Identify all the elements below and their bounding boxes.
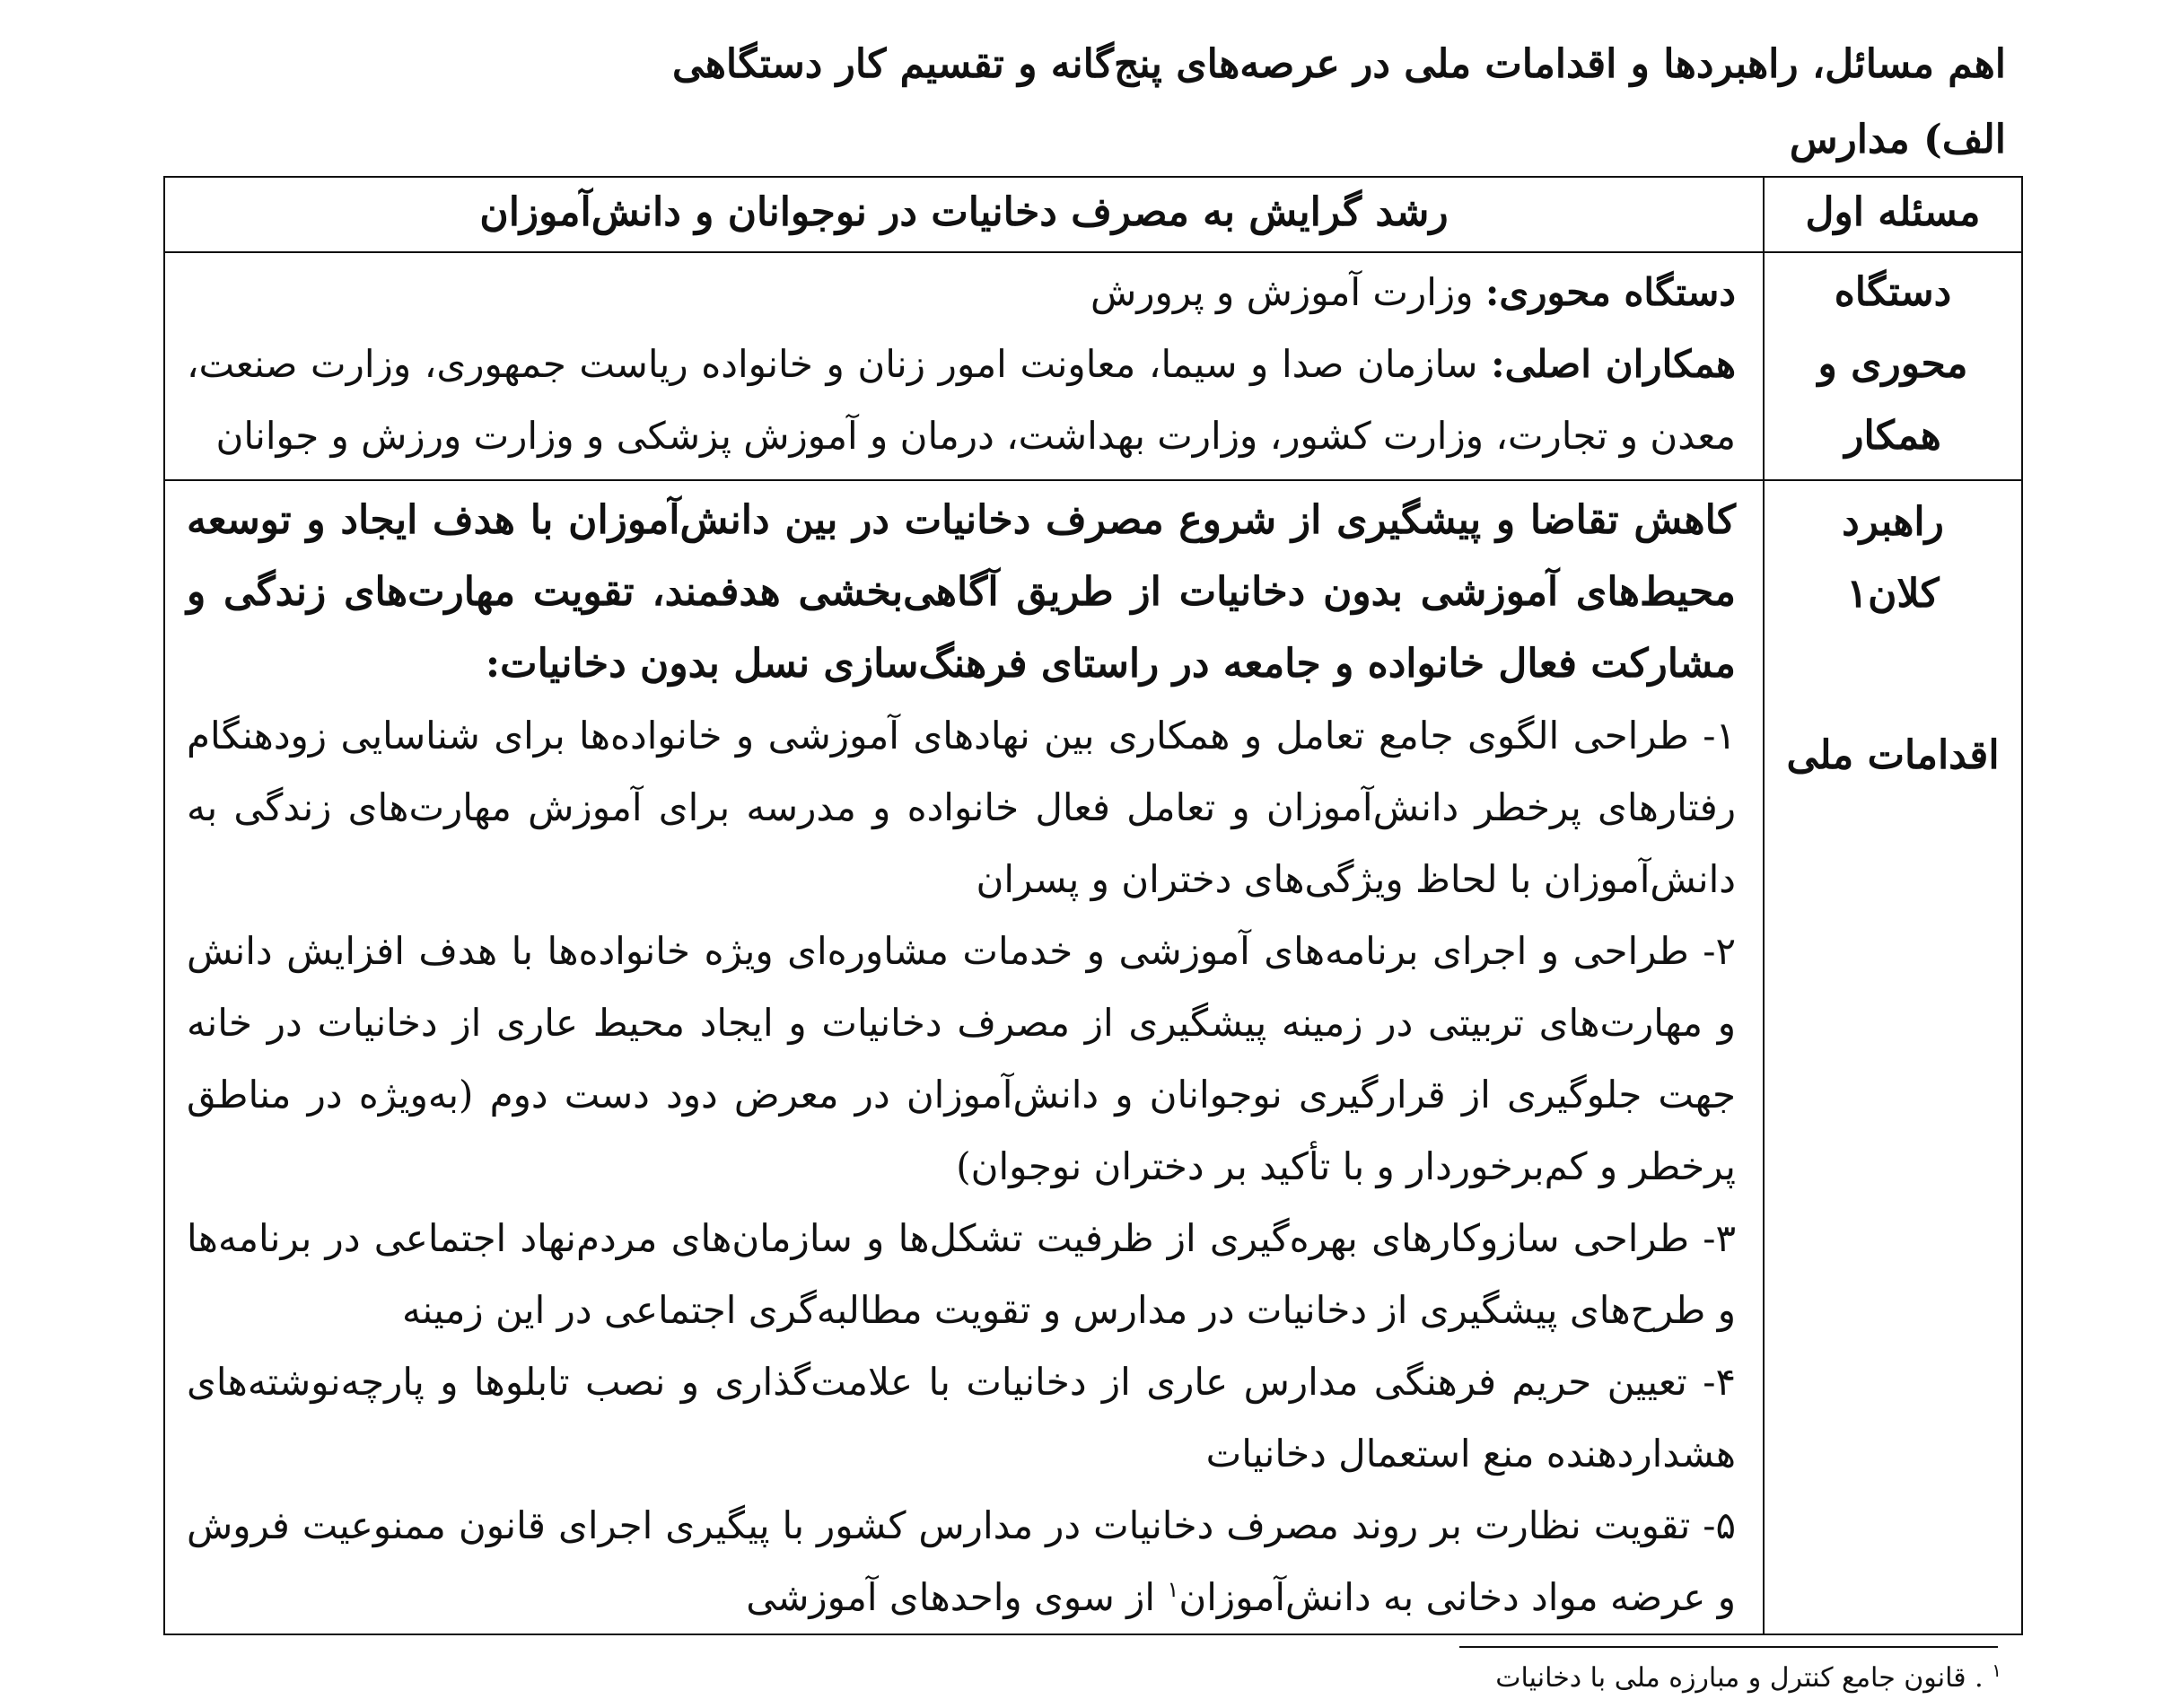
issue-row <box>164 177 2022 252</box>
lead-agency-value: وزارت آموزش و پرورش <box>1090 270 1485 314</box>
action-item <box>187 1490 1736 1634</box>
strategy-row <box>164 480 2022 1634</box>
footnote-marker: ۱ <box>1992 1660 2001 1681</box>
partners-line <box>187 328 1736 472</box>
action-item: ۴- تعیین حریم فرهنگی مدارس عاری از دخانیات با علامت‌گذاری و نصب تابلوها و پارچه‌نوشته‌های هشداردهنده منع استعمال دخانیات <box>187 1360 1736 1476</box>
strategy-text: کاهش تقاضا و پیشگیری از شروع مصرف دخانیات در بین دانش‌آموزان با هدف ایجاد و توسعه محیط‌های آموزشی بدون دخانیات از طریق آگاهی‌بخشی هدفمند، تقویت مهارت‌های زندگی و مشارکت فعال خانواده و جامعه در راستای فرهنگ‌سازی نسل بدون دخانیات: <box>187 497 1736 687</box>
partners-value: سازمان صدا و سیما، معاونت امور زنان و خانواده ریاست جمهوری، وزارت صنعت، معدن و تجارت، وزارت کشور، وزارت بهداشت، درمان و آموزش پزشکی و وزارت ورزش و جوانان <box>187 342 1736 458</box>
action-5-text-end: از سوی واحدهای آموزشی <box>746 1575 1168 1619</box>
footnote-divider <box>1459 1646 1998 1648</box>
agencies-row <box>164 252 2022 480</box>
action-item: ۱- طراحی الگوی جامع تعامل و همکاری بین نهادهای آموزشی و خانواده‌ها برای شناسایی زودهنگام رفتارهای پرخطر دانش‌آموزان و تعامل فعال خانواده و مدرسه برای آموزش مهارت‌های زندگی به دانش‌آموزان با لحاظ ویژگی‌های دختران و پسران <box>187 714 1736 901</box>
agencies-label-line: دستگاه <box>1834 269 1952 315</box>
agencies-label-line: همکار <box>1844 413 1941 459</box>
issue-text: رشد گرایش به مصرف دخانیات در نوجوانان و دانش‌آموزان <box>164 177 1764 252</box>
action-5-text: ۵- تقویت نظارت بر روند مصرف دخانیات در مدارس کشور با پیگیری اجرای قانون ممنوعیت فروش و عرضه مواد دخانی به دانش‌آموزان <box>187 1503 1736 1619</box>
strategy-label <box>1764 480 2022 1634</box>
action-item: ۳- طراحی سازوکارهای بهره‌گیری از ظرفیت تشکل‌ها و سازمان‌های مردم‌نهاد اجتماعی در برنامه‌ها و طرح‌های پیشگیری از دخانیات در مدارس و تقویت مطالبه‌گری اجتماعی در این زمینه <box>187 1216 1736 1332</box>
footnote-text: . قانون جامع کنترل و مبارزه ملی با دخانیات <box>1495 1662 1992 1694</box>
strategy-label-line: راهبرد <box>1842 499 1944 545</box>
heading-title: اهم مسائل، راهبردها و اقدامات ملی در عرصه‌های پنج‌گانه و تقسیم کار دستگاهی <box>672 41 2006 87</box>
partners-label: همکاران اصلی: <box>1491 342 1737 386</box>
footnote-reference: ۱ <box>1167 1577 1179 1602</box>
action-item: ۲- طراحی و اجرای برنامه‌های آموزشی و خدمات مشاوره‌ای ویژه خانواده‌ها با هدف افزایش دانش و مهارت‌های تربیتی در زمینه پیشگیری از مصرف دخانیات و ایجاد محیط عاری از دخانیات در خانه جهت جلوگیری از قرارگیری نوجوانان و دانش‌آموزان در معرض دود دست دوم (به‌ویژه در مناطق پرخطر و کم‌برخوردار و با تأکید بر دختران نوجوان) <box>187 929 1736 1188</box>
agencies-label-line: محوری و <box>1817 341 1968 387</box>
issue-label: مسئله اول <box>1764 177 2022 252</box>
actions-label: اقدامات ملی <box>1786 732 2000 778</box>
document-heading <box>121 27 2006 178</box>
lead-agency-line <box>187 257 1736 328</box>
strategy-label-line: کلان۱ <box>1846 571 1940 617</box>
policy-table <box>163 176 2023 1635</box>
footnote <box>924 1659 2001 1698</box>
agencies-label <box>1764 252 2022 480</box>
strategy-content <box>164 480 1764 1634</box>
heading-section: الف) مدارس <box>1789 117 2006 162</box>
agencies-content <box>164 252 1764 480</box>
lead-agency-label: دستگاه محوری: <box>1484 270 1736 314</box>
label-spacer <box>1765 630 2021 720</box>
